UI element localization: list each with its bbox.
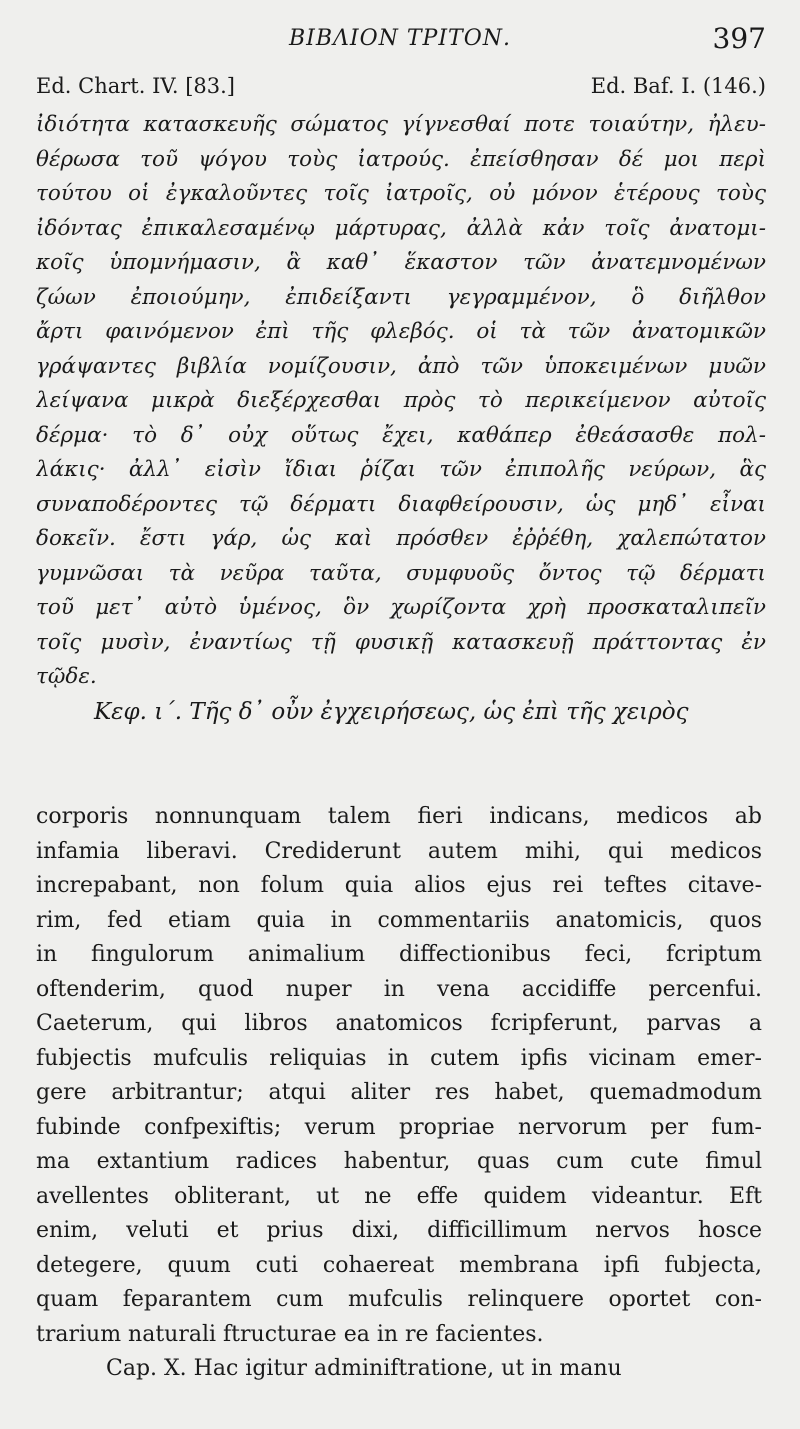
- latin-text-line: fubinde confpexiftis; verum propriae nervorum per fum-: [36, 1114, 762, 1140]
- edition-reference-chartier: Ed. Chart. IV. [83.]: [36, 74, 235, 98]
- latin-text-line: detegere, quum cuti cohaereat membrana ipfi fubjecta,: [36, 1252, 762, 1278]
- greek-text-line: τοῖς μυσὶν, ἐναντίως τῇ φυσικῇ κατασκευῇ πράττοντας ἐν: [36, 629, 766, 655]
- page-number: 397: [712, 22, 766, 55]
- greek-text-line: θέρωσα τοῦ ψόγου τοὺς ἰατρούς. ἐπείσθησαν δέ μοι περὶ: [36, 146, 766, 172]
- greek-text-line: ἰδόντας ἐπικαλεσαμένῳ μάρτυρας, ἀλλὰ κἀν τοῖς ἀνατομι-: [36, 215, 766, 241]
- latin-text-line: infamia liberavi. Crediderunt autem mihi, qui medicos: [36, 838, 762, 864]
- greek-text-line: τοῦ μετ᾽ αὐτὸ ὑμένος, ὃν χωρίζοντα χρὴ προσκαταλιπεῖν: [36, 595, 766, 620]
- latin-text-line: rim, fed etiam quia in commentariis anatomicis, quos: [36, 907, 762, 933]
- latin-text-block: [36, 800, 762, 1387]
- latin-text-line: oftenderim, quod nuper in vena accidiffe percenfui.: [36, 976, 762, 1002]
- latin-text-line: increpabant, non folum quia alios ejus rei teftes citave-: [36, 873, 762, 898]
- greek-text-line: ἄρτι φαινόμενον ἐπὶ τῆς φλεβός. οἱ τὰ τῶν ἀνατομικῶν: [36, 319, 766, 344]
- latin-text-line: corporis nonnunquam talem fieri indicans, medicos ab: [36, 804, 762, 829]
- latin-text-line: ma extantium radices habentur, quas cum cute fimul: [36, 1149, 762, 1174]
- latin-text-line: gere arbitrantur; atqui aliter res habet, quemadmodum: [36, 1080, 762, 1105]
- greek-text-line: λείψανα μικρὰ διεξέρχεσθαι πρὸς τὸ περικείμενον αὐτοῖς: [36, 388, 766, 413]
- greek-text-line: τούτου οἱ ἐγκαλοῦντες τοῖς ἰατροῖς, οὐ μόνον ἑτέρους τοὺς: [36, 181, 766, 206]
- greek-text-line: δοκεῖν. ἔστι γάρ, ὡς καὶ πρόσθεν ἐῤῥέθη, χαλεπώτατον: [36, 526, 766, 551]
- greek-text-line: ζώων ἐποιούμην, ἐπιδείξαντι γεγραμμένον, ὃ διῆλθον: [36, 284, 766, 310]
- greek-text-block: [36, 108, 766, 729]
- greek-text-line: κοῖς ὑπομνήμασιν, ἃ καθ᾽ ἕκαστον τῶν ἀνατεμνομένων: [36, 250, 766, 275]
- greek-text-line: λάκις· ἀλλ᾽ εἰσὶν ἴδιαι ῥίζαι τῶν ἐπιπολῆς νεύρων, ἃς: [36, 457, 766, 482]
- latin-text-line: enim, veluti et prius dixi, difficillimum nervos hosce: [36, 1218, 762, 1243]
- edition-reference-basel: Ed. Baf. I. (146.): [590, 74, 766, 98]
- latin-text-line: in fingulorum animalium diffectionibus feci, fcriptum: [36, 942, 762, 967]
- edition-reference-line: [36, 74, 766, 104]
- greek-text-line: συναποδέροντες τῷ δέρματι διαφθείρουσιν, ὡς μηδ᾽ εἶναι: [36, 491, 766, 517]
- greek-text-line: ἰδιότητα κατασκευῆς σώματος γίγνεσθαί ποτε τοιαύτην, ἠλευ-: [36, 112, 766, 137]
- latin-chapter-heading: Cap. X. Hac igitur adminiftratione, ut in manu: [106, 1356, 622, 1381]
- latin-text-line: avellentes obliterant, ut ne effe quidem videantur. Eft: [36, 1183, 762, 1209]
- greek-chapter-heading: Κεφ. ι΄. Τῆς δ᾽ οὖν ἐγχειρήσεως, ὡς ἐπὶ τῆς χειρὸς: [94, 698, 689, 725]
- running-title: ΒΙΒΛΙΟΝ ΤΡΙΤΟΝ.: [288, 26, 511, 51]
- greek-text-line: γυμνῶσαι τὰ νεῦρα ταῦτα, συμφυοῦς ὄντος τῷ δέρματι: [36, 560, 766, 586]
- latin-text-line: Caeterum, qui libros anatomicos fcripferunt, parvas a: [36, 1011, 762, 1036]
- greek-text-line: δέρμα· τὸ δ᾽ οὐχ οὕτως ἔχει, καθάπερ ἐθεάσασθε πολ-: [36, 422, 766, 448]
- greek-text-line: γράψαντες βιβλία νομίζουσιν, ἀπὸ τῶν ὑποκειμένων μυῶν: [36, 353, 766, 379]
- greek-text-line: τῷδε.: [36, 664, 97, 689]
- latin-text-line: fubjectis mufculis reliquias in cutem ipfis vicinam emer-: [36, 1045, 762, 1071]
- latin-text-line: trarium naturali ftructurae ea in re facientes.: [36, 1321, 544, 1347]
- latin-text-line: quam feparantem cum mufculis relinquere oportet con-: [36, 1287, 762, 1312]
